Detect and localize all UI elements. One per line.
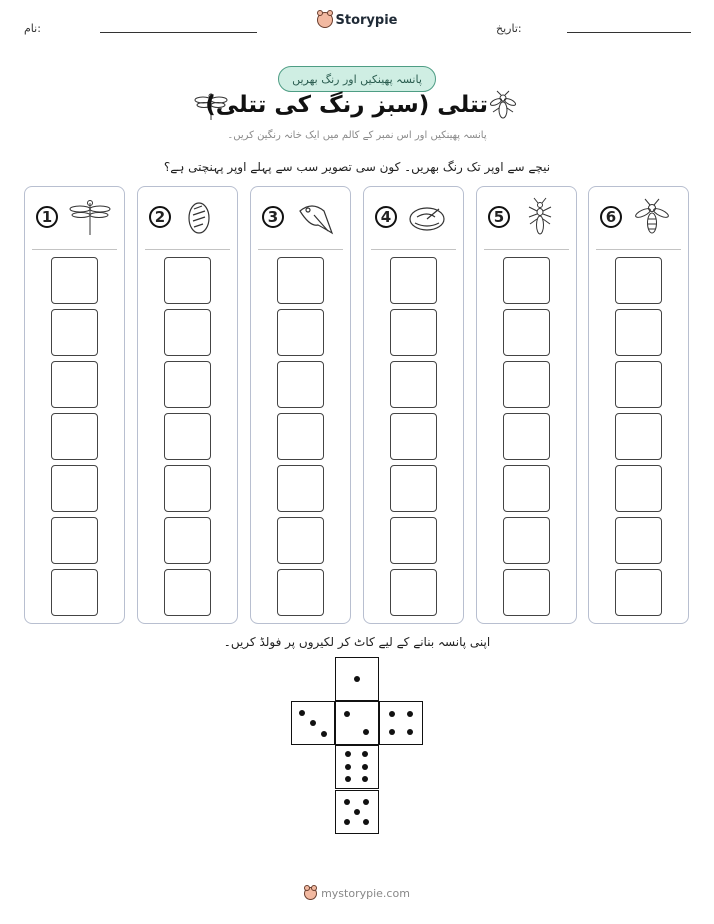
page-title: تتلی (سبز رنگ کی تتلی) [205,92,488,118]
bear-logo-icon [304,887,317,900]
die-pip [345,751,351,757]
color-cell[interactable] [390,361,437,408]
activity-pill: پانسہ پھینکیں اور رنگ بھریں [278,66,436,92]
date-line [567,32,691,33]
wasp-icon [488,90,518,122]
die-pip [363,819,369,825]
ant-icon [520,197,564,237]
name-label: نام: [24,22,41,35]
column-number: 1 [36,206,58,228]
color-cell[interactable] [51,517,98,564]
column-number: 5 [488,206,510,228]
color-cell[interactable] [164,309,211,356]
column-number: 6 [600,206,622,228]
color-cell[interactable] [615,257,662,304]
color-cell[interactable] [390,257,437,304]
color-cell[interactable] [277,309,324,356]
column-header [371,187,456,250]
bear-logo-icon [317,12,333,28]
column-4 [363,186,464,624]
wasp-icon [632,197,676,237]
die-pip [407,729,413,735]
color-cell[interactable] [51,257,98,304]
die-pip [407,711,413,717]
color-cell[interactable] [164,361,211,408]
die-face-4 [379,701,423,745]
color-cell[interactable] [503,361,550,408]
column-6 [588,186,689,624]
color-cell[interactable] [51,569,98,616]
die-pip [362,751,368,757]
bird-beak-icon [294,197,338,237]
color-cell[interactable] [390,413,437,460]
die-pip [354,809,360,815]
color-cell[interactable] [615,361,662,408]
column-5 [476,186,577,624]
color-cell[interactable] [164,257,211,304]
color-cell[interactable] [51,465,98,512]
date-label: تاریخ: [496,22,522,35]
column-number: 3 [262,206,284,228]
color-cell[interactable] [615,465,662,512]
column-header [32,187,117,250]
column-1 [24,186,125,624]
die-face-2 [335,701,379,745]
color-cell[interactable] [51,413,98,460]
column-number: 4 [375,206,397,228]
color-cell[interactable] [390,517,437,564]
name-line [100,32,257,33]
column-header [596,187,681,250]
color-cell[interactable] [503,517,550,564]
die-pip [362,776,368,782]
die-face-5 [335,790,379,834]
color-cell[interactable] [277,569,324,616]
color-cell[interactable] [277,257,324,304]
column-3 [250,186,351,624]
color-cell[interactable] [615,569,662,616]
color-cell[interactable] [503,569,550,616]
color-cell[interactable] [503,413,550,460]
color-cell[interactable] [51,361,98,408]
column-2 [137,186,238,624]
color-cell[interactable] [164,465,211,512]
dragonfly-icon [68,197,112,237]
color-cell[interactable] [164,569,211,616]
color-cell[interactable] [503,257,550,304]
cut-instruction: اپنی پانسہ بنانے کے لیے کاٹ کر لکیروں پر فولڈ کریں۔ [223,635,491,649]
brand-logo [0,12,714,28]
color-cell[interactable] [615,413,662,460]
die-face-6 [335,745,379,789]
color-cell[interactable] [615,309,662,356]
column-header [484,187,569,250]
column-header [145,187,230,250]
color-cell[interactable] [615,517,662,564]
column-number: 2 [149,206,171,228]
color-cell[interactable] [277,465,324,512]
footer [0,887,714,900]
color-cell[interactable] [503,309,550,356]
color-cell[interactable] [390,465,437,512]
footer-url: mystorypie.com [321,887,410,900]
color-cell[interactable] [164,413,211,460]
die-pip [354,676,360,682]
die-pip [345,776,351,782]
die-pip [389,729,395,735]
color-cell[interactable] [390,569,437,616]
color-cell[interactable] [390,309,437,356]
color-cell[interactable] [277,413,324,460]
die-pip [389,711,395,717]
color-cell[interactable] [277,517,324,564]
color-cell[interactable] [277,361,324,408]
egg-icon [181,197,225,237]
subtitle: پانسہ پھینکیں اور اس نمبر کے کالم میں ایک خانہ رنگین کریں۔ [227,130,487,141]
die-pip [321,731,327,737]
color-cell[interactable] [164,517,211,564]
column-header [258,187,343,250]
lily-pad-icon [407,197,451,237]
color-cell[interactable] [51,309,98,356]
brand-name: Storypie [335,12,398,28]
die-pip [344,711,350,717]
color-cell[interactable] [503,465,550,512]
die-face-3 [291,701,335,745]
die-pip [299,710,305,716]
instruction: نیچے سے اوپر تک رنگ بھریں۔ کون سی تصویر سب سے پہلے اوپر پہنچتی ہے؟ [163,160,551,174]
die-pip [344,799,350,805]
die-pip [344,819,350,825]
die-pip [310,720,316,726]
die-pip [363,729,369,735]
die-pip [363,799,369,805]
die-pip [362,764,368,770]
die-face-1 [335,657,379,701]
die-pip [345,764,351,770]
